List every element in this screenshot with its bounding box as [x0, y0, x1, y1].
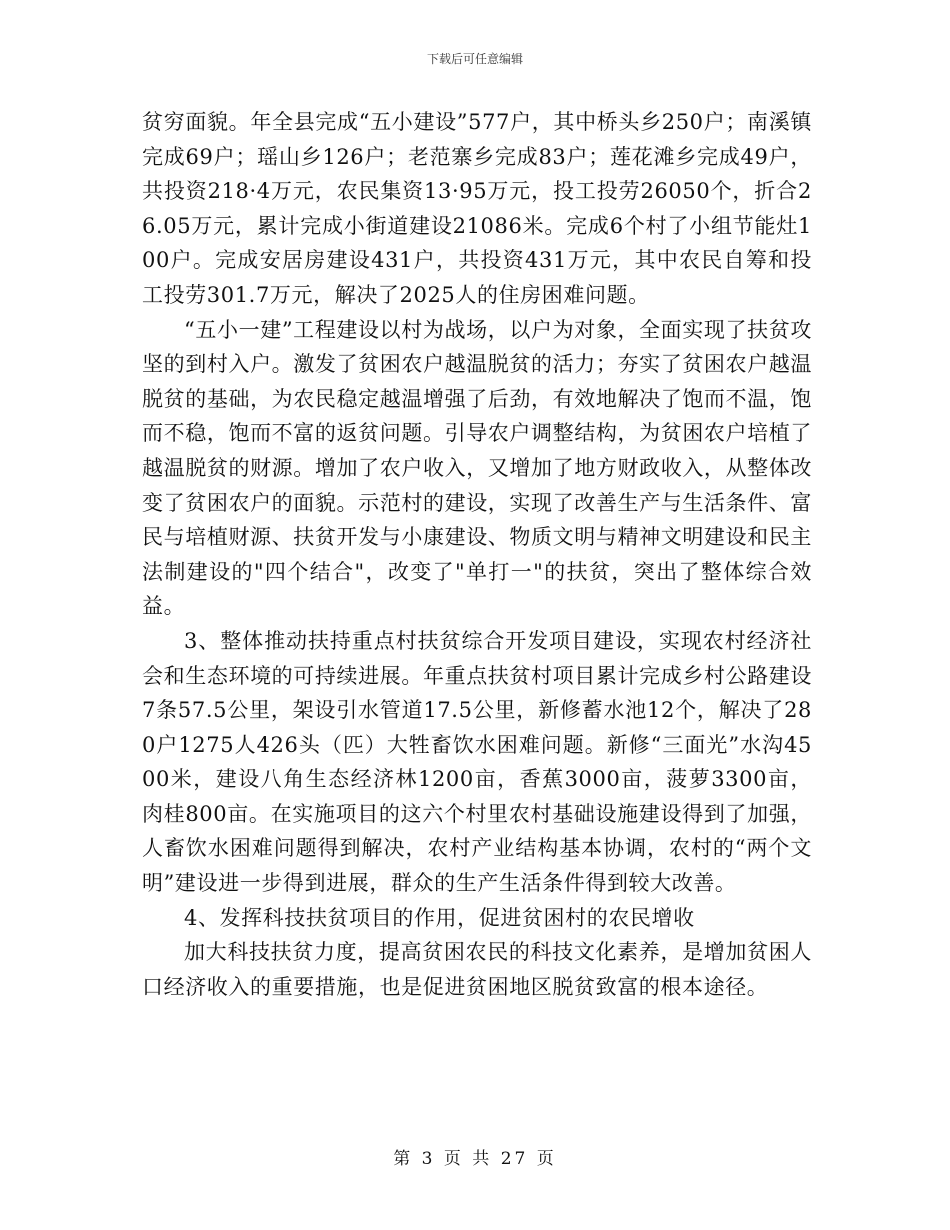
paragraph-wuxiao-yijian: “五小一建”工程建设以村为战场，以户为对象，全面实现了扶贫攻坚的到村入户。激发了贫困农户越温脱贫的活力；夯实了贫困农户越温脱贫的基础，为农民稳定越温增强了后劲，有效地解决了饱而不温，饱而不稳，饱而不富的返贫问题。引导农户调整结构，为贫困农户培植了越温脱贫的财源。增加了农户收入，又增加了地方财政收入，从整体改变了贫困农户的面貌。示范村的建设，实现了改善生产与生活条件、富民与培植财源、扶贫开发与小康建设、物质文明与精神文明建设和民主法制建设的"四个结合"，改变了"单打一"的扶贫，突出了整体综合效益。: [142, 317, 812, 619]
page-number: 第 3 页 共 27 页: [393, 1149, 557, 1169]
paragraph-continued: 贫穷面貌。年全县完成“五小建设”577户，其中桥头乡250户；南溪镇完成69户；瑶山乡126户；老范寨乡完成83户；莲花滩乡完成49户，共投资218·4万元，农民集资13·95万元，投工投劳26050个，折合26.05万元，累计完成小街道建设21086米。完成6个村了小组节能灶100户。完成安居房建设431户，共投资431万元，其中农民自筹和投工投劳301.7万元，解决了2025人的住房困难问题。: [142, 110, 812, 307]
document-body: [142, 105, 812, 1004]
page-header: 下载后可任意编辑: [426, 52, 523, 66]
paragraph-tech-poverty: 加大科技扶贫力度，提高贫困农民的科技文化素养，是增加贫困人口经济收入的重要措施，也是促进贫困地区脱贫致富的根本途径。: [142, 940, 812, 999]
section-heading-tech-poverty: 4、发挥科技扶贫项目的作用，促进贫困村的农民增收: [184, 905, 695, 930]
paragraph-key-village-projects: 3、整体推动扶持重点村扶贫综合开发项目建设，实现农村经济社会和生态环境的可持续进展。年重点扶贫村项目累计完成乡村公路建设7条57.5公里，架设引水管道17.5公里，新修蓄水池12个，解决了280户1275人426头（匹）大牲畜饮水困难问题。新修“三面光”水沟4500米，建设八角生态经济林1200亩，香蕉3000亩，菠萝3300亩，肉桂800亩。在实施项目的这六个村里农村基础设施建设得到了加强，人畜饮水困难问题得到解决，农村产业结构基本协调，农村的“两个文明”建设进一步得到进展，群众的生产生活条件得到较大改善。: [142, 628, 812, 896]
